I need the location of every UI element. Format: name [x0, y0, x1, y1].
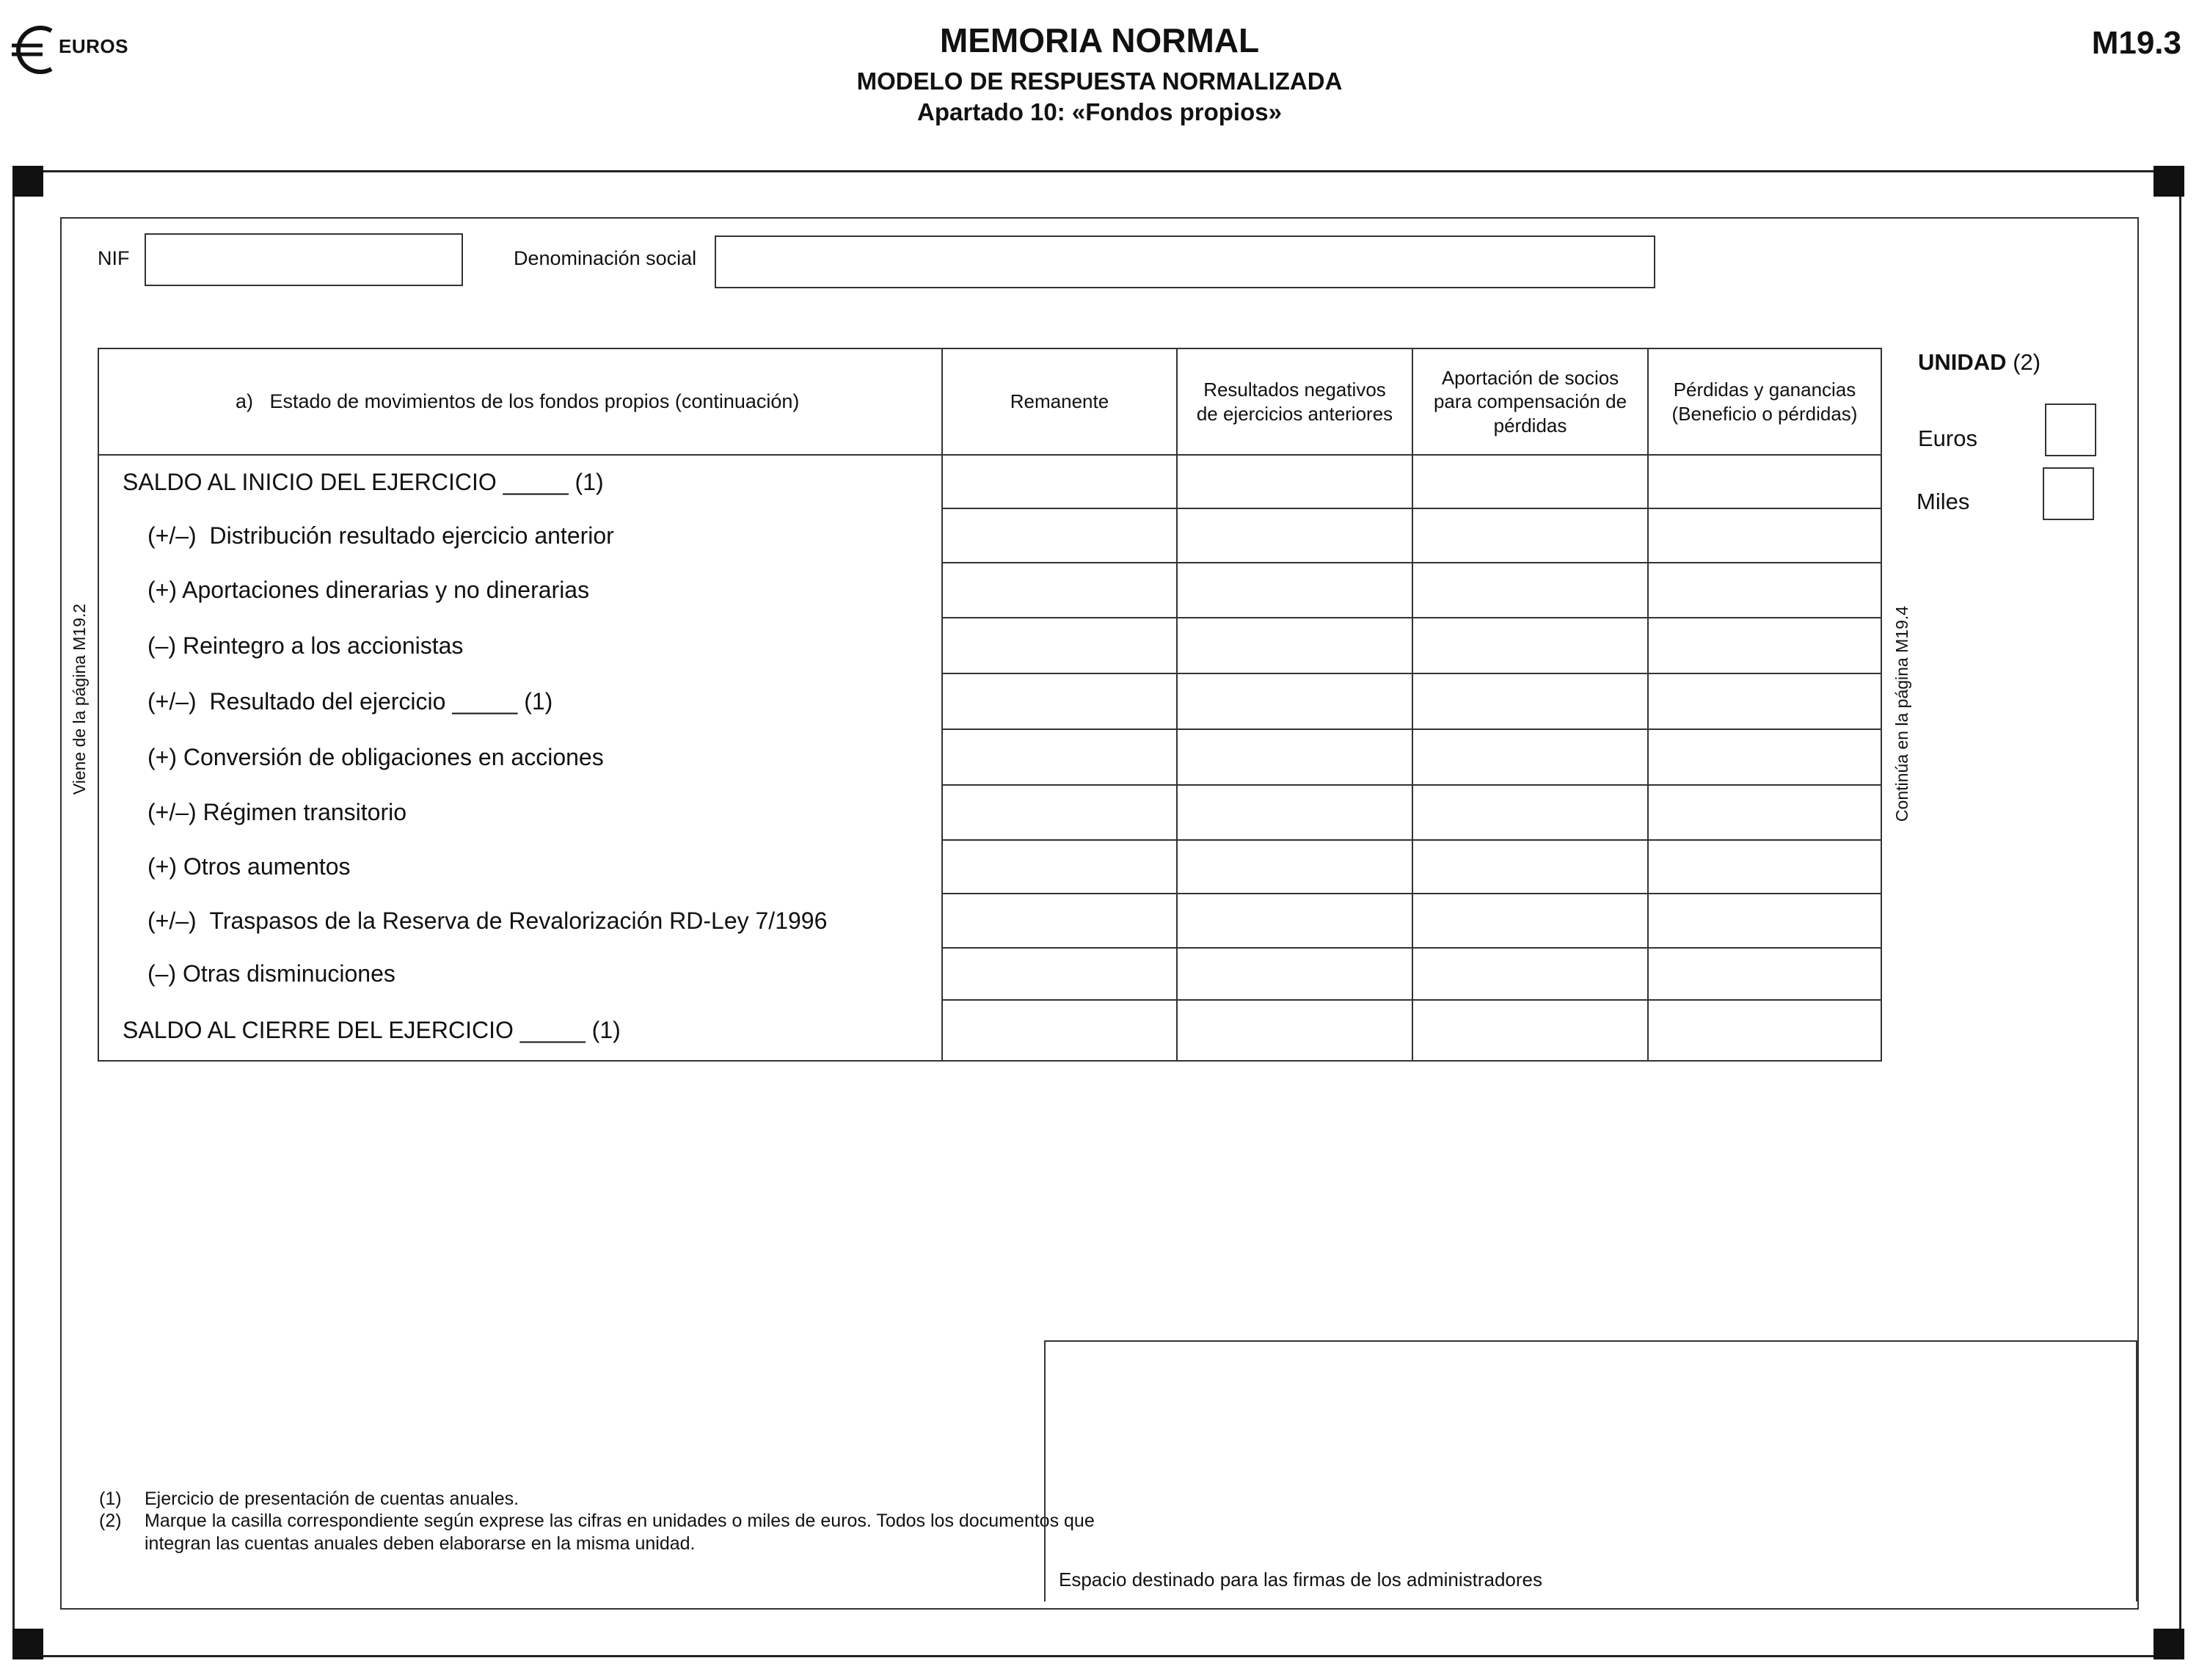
row-label: (–) Reintegro a los accionistas	[147, 632, 464, 659]
input-cell[interactable]	[942, 785, 1177, 840]
input-cell[interactable]	[1412, 508, 1648, 563]
input-cell[interactable]	[1412, 785, 1648, 840]
footnote: (1) Ejercicio de presentación de cuentas anuales.	[99, 1489, 519, 1509]
input-cell[interactable]	[1648, 840, 1881, 894]
input-cell[interactable]	[1177, 729, 1412, 785]
row-label: (+) Otros aumentos	[147, 853, 351, 880]
input-cell[interactable]	[1648, 618, 1881, 673]
input-cell[interactable]	[1177, 673, 1412, 729]
table-row	[98, 785, 1881, 840]
row-label: (–) Otras disminuciones	[147, 960, 395, 987]
table-row	[98, 840, 1881, 894]
table-row	[98, 729, 1881, 785]
unit-euros-label: Euros	[1918, 426, 1977, 451]
unit-miles-checkbox[interactable]	[2043, 467, 2094, 520]
row-label: (+/–) Distribución resultado ejercicio anterior	[147, 522, 614, 549]
input-cell[interactable]	[1177, 508, 1412, 563]
input-cell[interactable]	[1648, 785, 1881, 840]
logo-text: EUROS	[59, 35, 128, 57]
input-cell[interactable]	[1177, 894, 1412, 948]
table-row	[98, 618, 1881, 673]
table-row	[98, 894, 1881, 948]
table-row	[98, 948, 1881, 1000]
input-cell[interactable]	[1648, 673, 1881, 729]
page-code: M19.3	[2091, 25, 2181, 61]
corner-mark	[2154, 1629, 2184, 1659]
input-cell[interactable]	[1177, 785, 1412, 840]
previous-page-note: Viene de la página M19.2	[70, 603, 89, 795]
column-header: Aportación de socios para compensación de pérdidas	[1412, 348, 1648, 455]
input-cell[interactable]	[1648, 948, 1881, 1000]
row-label: SALDO AL CIERRE DEL EJERCICIO _____ (1)	[123, 1016, 621, 1043]
signature-area[interactable]	[1044, 1340, 2137, 1602]
corner-mark	[12, 166, 43, 197]
corner-mark	[2154, 166, 2184, 197]
input-cell[interactable]	[1648, 729, 1881, 785]
input-cell[interactable]	[942, 729, 1177, 785]
section-title: Apartado 10: «Fondos propios»	[917, 98, 1282, 125]
input-cell[interactable]	[942, 455, 1177, 508]
nif-field[interactable]	[145, 233, 463, 286]
input-cell[interactable]	[1177, 618, 1412, 673]
input-cell[interactable]	[1648, 563, 1881, 618]
column-header: Remanente	[942, 348, 1177, 455]
table-row	[98, 1000, 1881, 1061]
input-cell[interactable]	[942, 563, 1177, 618]
input-cell[interactable]	[1412, 563, 1648, 618]
row-label: (+/–) Traspasos de la Reserva de Revalorización RD-Ley 7/1996	[147, 907, 828, 934]
description-header: a) Estado de movimientos de los fondos propios (continuación)	[98, 348, 942, 455]
page-subtitle: MODELO DE RESPUESTA NORMALIZADA	[856, 67, 1343, 95]
row-label: (+/–) Resultado del ejercicio _____ (1)	[147, 687, 553, 715]
input-cell[interactable]	[1412, 455, 1648, 508]
input-cell[interactable]	[1648, 1000, 1881, 1061]
input-cell[interactable]	[1412, 729, 1648, 785]
input-cell[interactable]	[942, 894, 1177, 948]
row-label: (+) Conversión de obligaciones en acciones	[147, 743, 604, 770]
input-cell[interactable]	[1412, 618, 1648, 673]
input-cell[interactable]	[1412, 948, 1648, 1000]
next-page-note: Continúa en la página M19.4	[1892, 605, 1911, 822]
unit-miles-label: Miles	[1917, 489, 1970, 514]
input-cell[interactable]	[942, 673, 1177, 729]
denominacion-field[interactable]	[715, 235, 1655, 288]
nif-label: NIF	[98, 247, 130, 269]
input-cell[interactable]	[942, 618, 1177, 673]
table-row	[98, 673, 1881, 729]
input-cell[interactable]	[942, 1000, 1177, 1061]
unidad-title: UNIDAD (2)	[1918, 349, 2041, 375]
fondos-propios-table	[98, 348, 1882, 1062]
table-row	[98, 508, 1881, 563]
input-cell[interactable]	[1177, 563, 1412, 618]
column-header: Resultados negativos de ejercicios anteriores	[1177, 348, 1412, 455]
input-cell[interactable]	[1412, 673, 1648, 729]
page-title: MEMORIA NORMAL	[939, 21, 1260, 59]
input-cell[interactable]	[1648, 508, 1881, 563]
input-cell[interactable]	[1177, 948, 1412, 1000]
row-label: (+) Aportaciones dinerarias y no dinerarias	[147, 577, 590, 603]
table-row	[98, 455, 1881, 508]
input-cell[interactable]	[1648, 894, 1881, 948]
row-label: (+/–) Régimen transitorio	[147, 799, 407, 825]
table-row	[98, 563, 1881, 618]
input-cell[interactable]	[942, 508, 1177, 563]
column-header: Pérdidas y ganancias (Beneficio o pérdidas)	[1648, 348, 1881, 455]
denominacion-label: Denominación social	[514, 247, 697, 269]
signature-label: Espacio destinado para las firmas de los administradores	[1059, 1568, 1543, 1590]
row-label: SALDO AL INICIO DEL EJERCICIO _____ (1)	[123, 468, 604, 495]
input-cell[interactable]	[942, 948, 1177, 1000]
input-cell[interactable]	[1412, 1000, 1648, 1061]
input-cell[interactable]	[1177, 1000, 1412, 1061]
input-cell[interactable]	[1412, 840, 1648, 894]
corner-mark	[12, 1629, 43, 1659]
unit-euros-checkbox[interactable]	[2045, 403, 2096, 456]
footnote: (2) Marque la casilla correspondiente según exprese las cifras en unidades o miles de euros. Todos los documentos que integran las cuentas anuales deben elaborarse en la misma unidad.	[99, 1511, 1095, 1555]
input-cell[interactable]	[1648, 455, 1881, 508]
input-cell[interactable]	[1177, 840, 1412, 894]
input-cell[interactable]	[1177, 455, 1412, 508]
input-cell[interactable]	[1412, 894, 1648, 948]
input-cell[interactable]	[942, 840, 1177, 894]
